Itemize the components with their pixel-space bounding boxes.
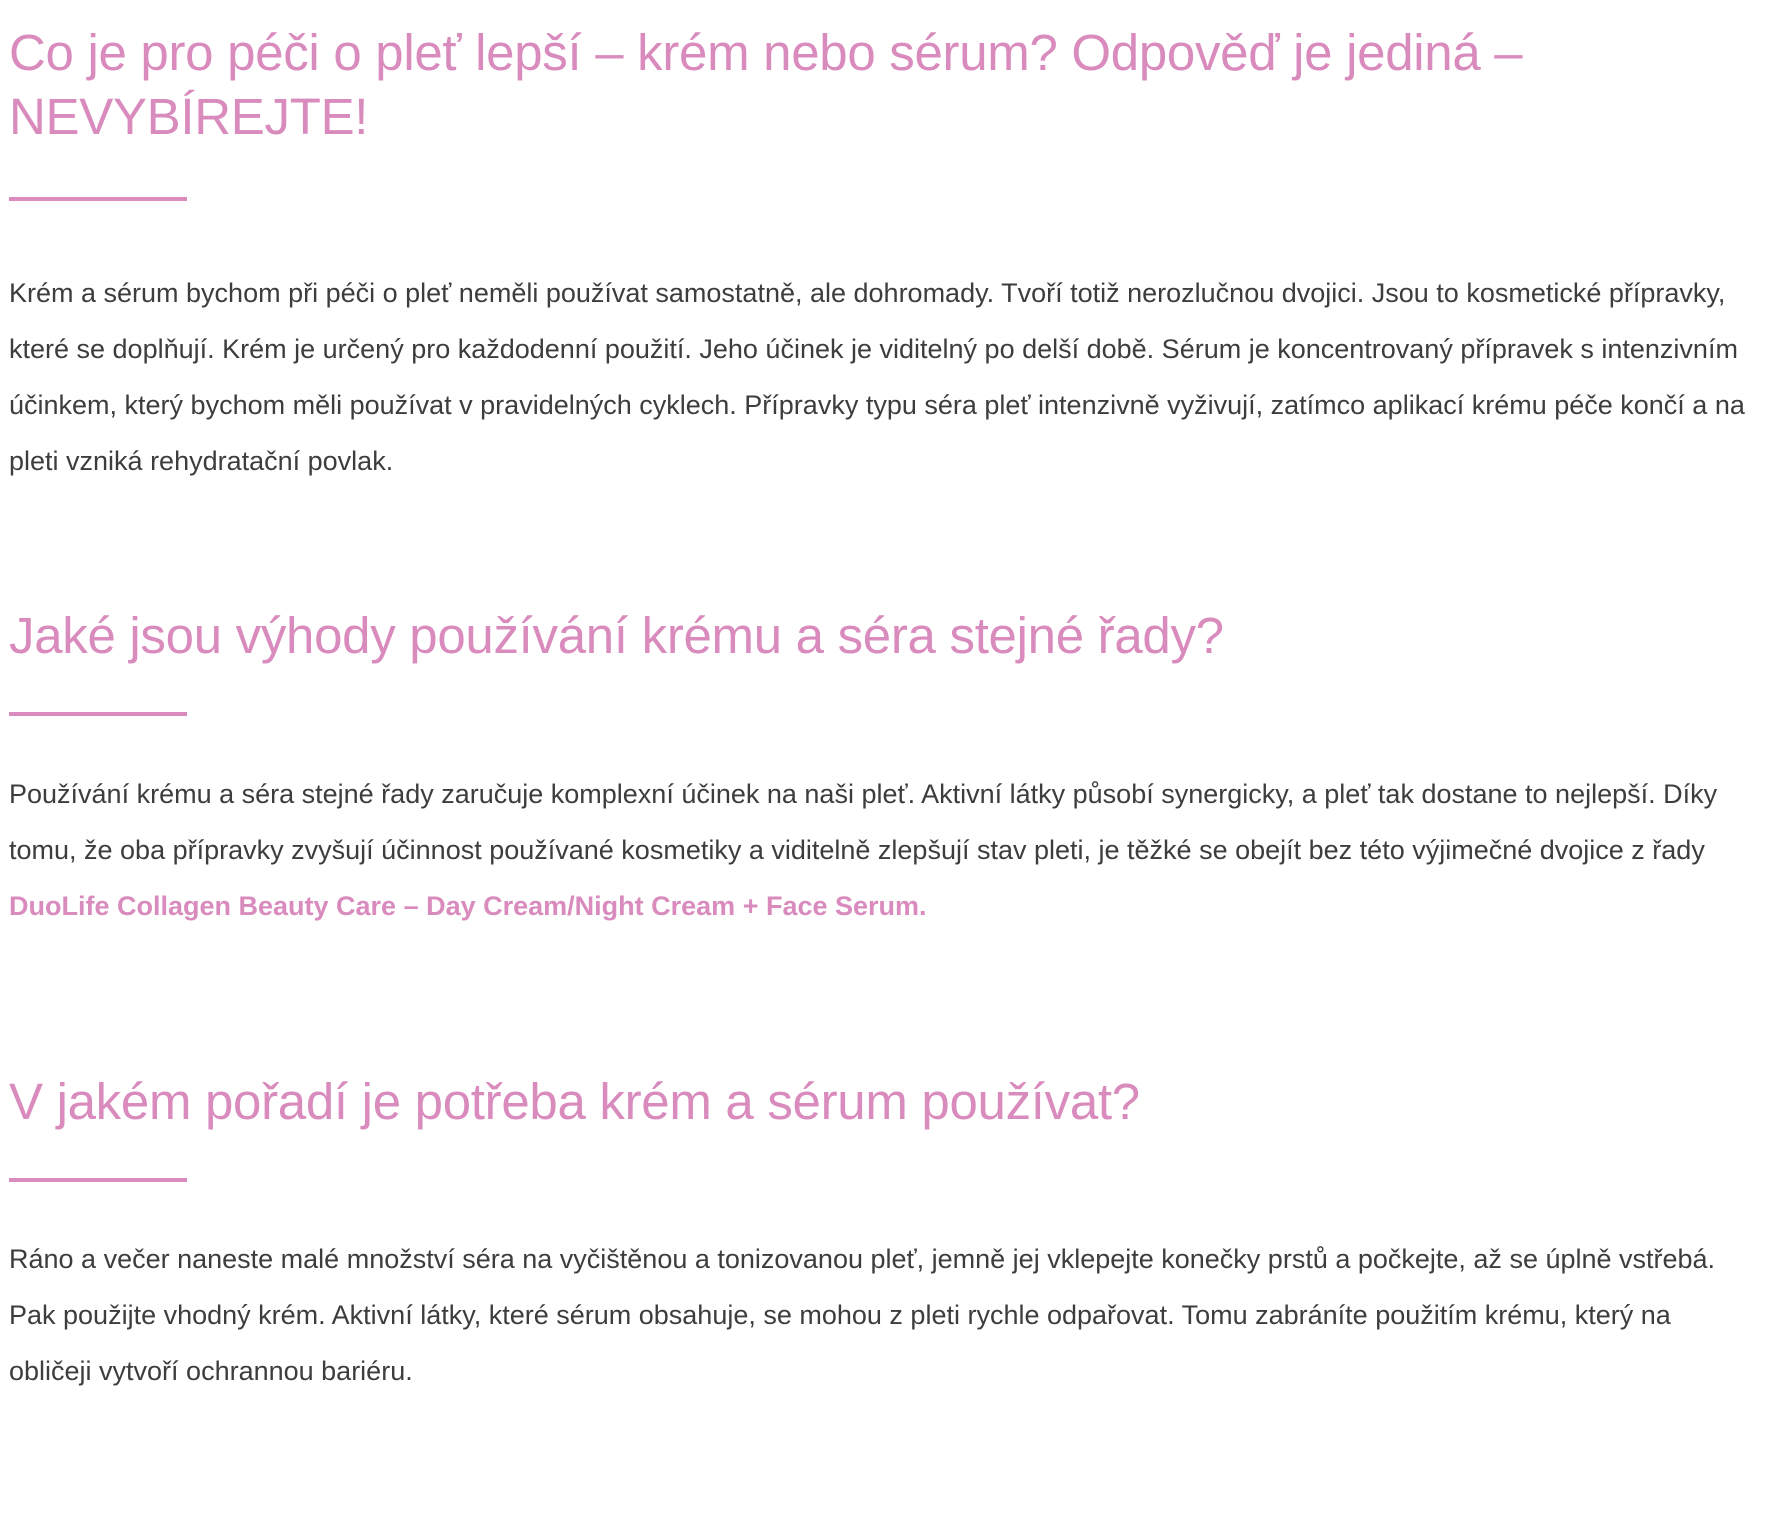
section-order-of-use: [9, 1070, 1759, 1386]
section-paragraph: [9, 766, 1759, 934]
heading-divider: [9, 1178, 187, 1182]
paragraph-text: Používání krému a séra stejné řady zaručuje komplexní účinek na naši pleť. Aktivní látky působí synergicky, a pleť tak dostane to nejlepší. Díky tomu, že oba přípravky zvyšují účinnost používané kosmetiky a viditelně zlepšují stav pleti, je těžké se obejít bez této výjimečné dvojice z řady: [9, 779, 1718, 865]
section-heading: Jaké jsou výhody používání krému a séra stejné řady?: [9, 607, 1224, 664]
section-benefits: [9, 604, 1759, 921]
section-heading: Co je pro péči o pleť lepší – krém nebo sérum? Odpověď je jediná – NEVYBÍREJTE!: [9, 24, 1523, 145]
heading-divider: [9, 197, 187, 201]
product-link[interactable]: DuoLife Collagen Beauty Care – Day Cream/Night Cream + Face Serum.: [9, 891, 927, 921]
section-paragraph: Ráno a večer naneste malé množství séra na vyčištěnou a tonizovanou pleť, jemně jej vklepejte konečky prstů a počkejte, až se úplně vstřebá. Pak použijte vhodný krém. Aktivní látky, které sérum obsahuje, se mohou z pleti rychle odpařovat. Tomu zabráníte použitím krému, který na obličeji vytvoří ochrannou bariéru.: [9, 1244, 1716, 1386]
section-cream-or-serum: [9, 21, 1759, 476]
section-heading: V jakém pořadí je potřeba krém a sérum používat?: [9, 1073, 1140, 1130]
heading-divider: [9, 712, 187, 716]
section-paragraph: Krém a sérum bychom při péči o pleť neměli používat samostatně, ale dohromady. Tvoří totiž nerozlučnou dvojici. Jsou to kosmetické přípravky, které se doplňují. Krém je určený pro každodenní použití. Jeho účinek je viditelný po delší době. Sérum je koncentrovaný přípravek s intenzivním účinkem, který bychom měli používat v pravidelných cyklech. Přípravky typu séra pleť intenzivně vyživují, zatímco aplikací krému péče končí a na pleti vzniká rehydratační povlak.: [9, 278, 1745, 476]
